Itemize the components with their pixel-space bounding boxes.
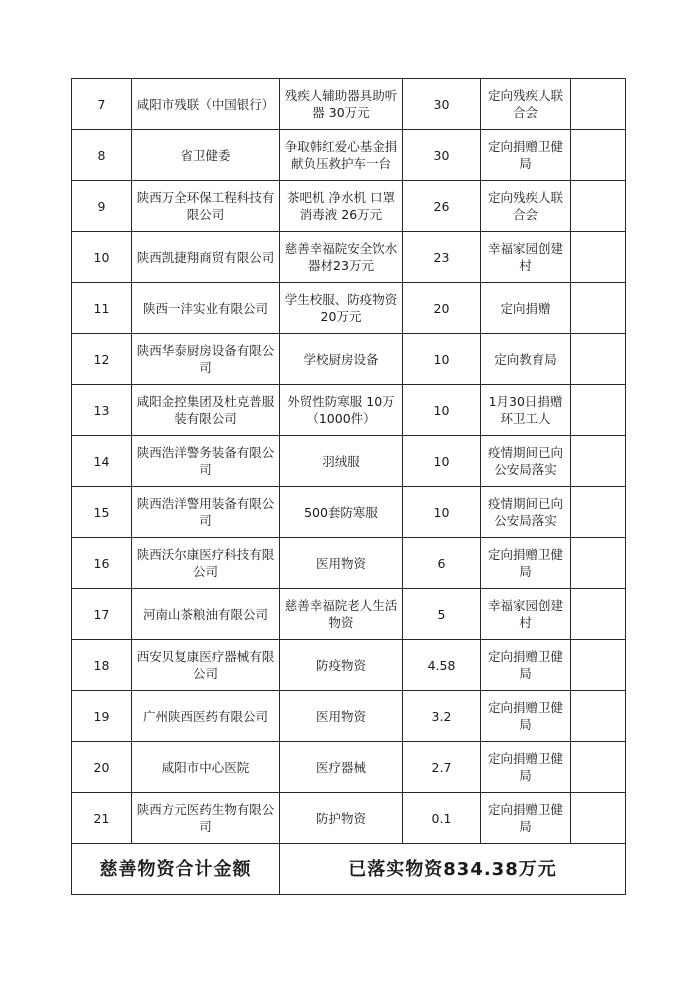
donor-name: 陕西华泰厨房设备有限公司 <box>132 334 280 385</box>
remark-cell <box>571 181 626 232</box>
amount-value: 2.7 <box>403 742 481 793</box>
allocation-status: 定向捐赠卫健局 <box>481 742 571 793</box>
table-row <box>72 487 626 538</box>
amount-value: 0.1 <box>403 793 481 844</box>
amount-value: 5 <box>403 589 481 640</box>
row-number: 17 <box>72 589 132 640</box>
allocation-status: 定向捐赠 <box>481 283 571 334</box>
row-number: 18 <box>72 640 132 691</box>
donor-name: 河南山茶粮油有限公司 <box>132 589 280 640</box>
table-row <box>72 538 626 589</box>
remark-cell <box>571 79 626 130</box>
donation-table <box>71 78 626 895</box>
allocation-status: 疫情期间已向公安局落实 <box>481 487 571 538</box>
remark-cell <box>571 436 626 487</box>
donor-name: 陕西浩洋警务装备有限公司 <box>132 436 280 487</box>
row-number: 13 <box>72 385 132 436</box>
donor-name: 陕西方元医药生物有限公司 <box>132 793 280 844</box>
donor-name: 陕西浩洋警用装备有限公司 <box>132 487 280 538</box>
amount-value: 10 <box>403 487 481 538</box>
amount-value: 30 <box>403 79 481 130</box>
donated-item: 慈善幸福院安全饮水器材23万元 <box>280 232 403 283</box>
table-row <box>72 385 626 436</box>
donor-name: 咸阳金控集团及杜克普服装有限公司 <box>132 385 280 436</box>
amount-value: 4.58 <box>403 640 481 691</box>
remark-cell <box>571 742 626 793</box>
amount-value: 23 <box>403 232 481 283</box>
table-row <box>72 130 626 181</box>
amount-value: 26 <box>403 181 481 232</box>
row-number: 11 <box>72 283 132 334</box>
donated-item: 医用物资 <box>280 691 403 742</box>
donated-item: 学校厨房设备 <box>280 334 403 385</box>
amount-value: 10 <box>403 436 481 487</box>
allocation-status: 定向捐赠卫健局 <box>481 691 571 742</box>
donated-item: 外贸性防寒服 10万（1000件） <box>280 385 403 436</box>
donor-name: 省卫健委 <box>132 130 280 181</box>
remark-cell <box>571 793 626 844</box>
table-row <box>72 691 626 742</box>
row-number: 21 <box>72 793 132 844</box>
donated-item: 医疗器械 <box>280 742 403 793</box>
allocation-status: 定向捐赠卫健局 <box>481 538 571 589</box>
row-number: 20 <box>72 742 132 793</box>
remark-cell <box>571 538 626 589</box>
allocation-status: 定向残疾人联合会 <box>481 181 571 232</box>
row-number: 16 <box>72 538 132 589</box>
allocation-status: 定向捐赠卫健局 <box>481 640 571 691</box>
donor-name: 陕西凯捷翔商贸有限公司 <box>132 232 280 283</box>
amount-value: 6 <box>403 538 481 589</box>
row-number: 14 <box>72 436 132 487</box>
row-number: 9 <box>72 181 132 232</box>
donor-name: 广州陕西医药有限公司 <box>132 691 280 742</box>
remark-cell <box>571 589 626 640</box>
remark-cell <box>571 487 626 538</box>
row-number: 10 <box>72 232 132 283</box>
table-row <box>72 793 626 844</box>
donated-item: 慈善幸福院老人生活物资 <box>280 589 403 640</box>
table-row <box>72 436 626 487</box>
remark-cell <box>571 232 626 283</box>
table-row <box>72 181 626 232</box>
row-number: 12 <box>72 334 132 385</box>
table-row <box>72 640 626 691</box>
donor-name: 咸阳市残联（中国银行） <box>132 79 280 130</box>
amount-value: 10 <box>403 334 481 385</box>
donated-item: 医用物资 <box>280 538 403 589</box>
table-row <box>72 742 626 793</box>
donated-item: 学生校服、防疫物资20万元 <box>280 283 403 334</box>
donated-item: 500套防寒服 <box>280 487 403 538</box>
donated-item: 羽绒服 <box>280 436 403 487</box>
amount-value: 10 <box>403 385 481 436</box>
allocation-status: 定向捐赠卫健局 <box>481 130 571 181</box>
allocation-status: 幸福家园创建村 <box>481 232 571 283</box>
donated-item: 防疫物资 <box>280 640 403 691</box>
allocation-status: 定向残疾人联合会 <box>481 79 571 130</box>
donor-name: 西安贝复康医疗器械有限公司 <box>132 640 280 691</box>
row-number: 19 <box>72 691 132 742</box>
allocation-status: 幸福家园创建村 <box>481 589 571 640</box>
amount-value: 20 <box>403 283 481 334</box>
allocation-status: 疫情期间已向公安局落实 <box>481 436 571 487</box>
donation-table-body <box>72 79 626 895</box>
table-row <box>72 79 626 130</box>
remark-cell <box>571 691 626 742</box>
row-number: 7 <box>72 79 132 130</box>
total-row <box>72 844 626 895</box>
donor-name: 陕西一沣实业有限公司 <box>132 283 280 334</box>
donated-item: 残疾人辅助器具助听器 30万元 <box>280 79 403 130</box>
donated-item: 争取韩红爱心基金捐献负压救护车一台 <box>280 130 403 181</box>
table-row <box>72 334 626 385</box>
donor-name: 咸阳市中心医院 <box>132 742 280 793</box>
donor-name: 陕西沃尔康医疗科技有限公司 <box>132 538 280 589</box>
donor-name: 陕西万全环保工程科技有限公司 <box>132 181 280 232</box>
donated-item: 茶吧机 净水机 口罩 消毒液 26万元 <box>280 181 403 232</box>
remark-cell <box>571 283 626 334</box>
remark-cell <box>571 640 626 691</box>
total-label: 慈善物资合计金额 <box>72 844 280 895</box>
remark-cell <box>571 130 626 181</box>
amount-value: 3.2 <box>403 691 481 742</box>
total-value: 已落实物资834.38万元 <box>280 844 626 895</box>
table-row <box>72 283 626 334</box>
allocation-status: 定向教育局 <box>481 334 571 385</box>
amount-value: 30 <box>403 130 481 181</box>
donated-item: 防护物资 <box>280 793 403 844</box>
allocation-status: 定向捐赠卫健局 <box>481 793 571 844</box>
row-number: 15 <box>72 487 132 538</box>
allocation-status: 1月30日捐赠环卫工人 <box>481 385 571 436</box>
remark-cell <box>571 385 626 436</box>
remark-cell <box>571 334 626 385</box>
row-number: 8 <box>72 130 132 181</box>
table-row <box>72 232 626 283</box>
table-row <box>72 589 626 640</box>
